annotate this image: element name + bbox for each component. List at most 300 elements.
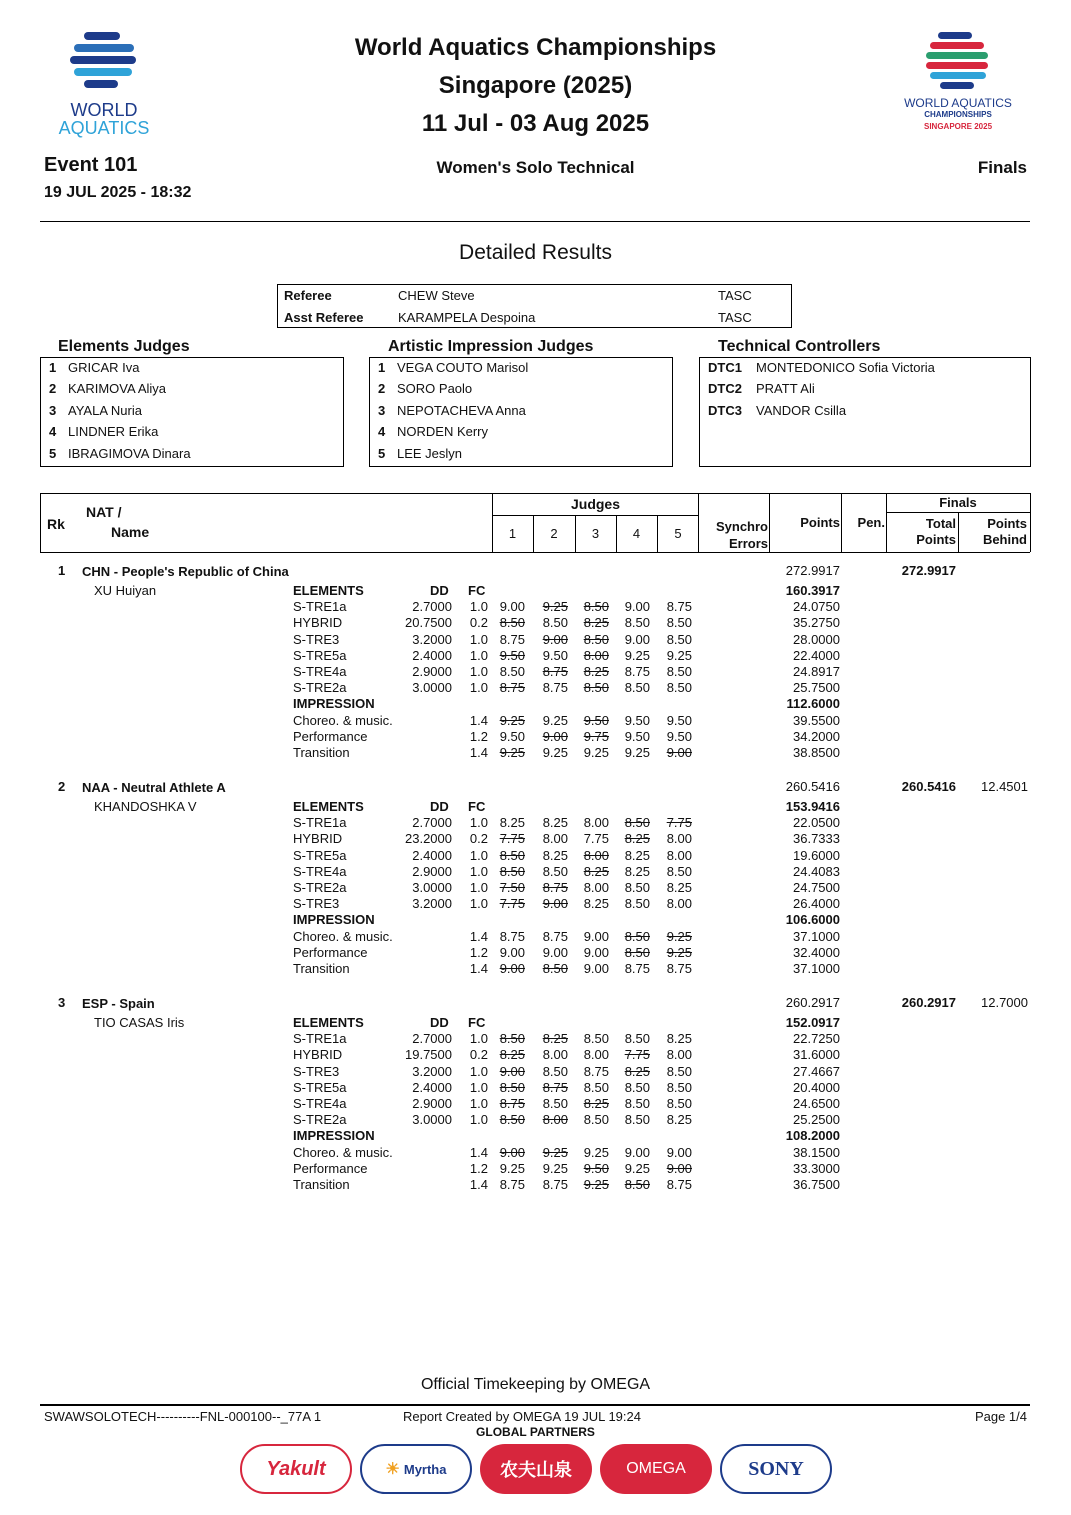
col-total: Total bbox=[925, 516, 956, 531]
impression-name: Transition bbox=[293, 745, 350, 760]
col-rank: Rk bbox=[47, 516, 65, 532]
judge-score: 7.75 bbox=[583, 831, 609, 847]
judge-score: 8.50 bbox=[542, 961, 568, 976]
element-points: 24.0750 bbox=[793, 599, 840, 615]
judge-score: 8.00 bbox=[542, 1047, 568, 1063]
sponsor-myrtha-logo bbox=[360, 1444, 472, 1494]
impression-points: 34.2000 bbox=[793, 728, 840, 744]
result-rank: 3 bbox=[58, 995, 66, 1010]
element-name: HYBRID bbox=[293, 831, 343, 847]
elements-judges-box bbox=[40, 357, 344, 467]
element-fc: 0.2 bbox=[469, 615, 488, 631]
element-points: 25.7500 bbox=[793, 680, 840, 696]
judge-score: 9.25 bbox=[583, 1177, 609, 1192]
element-dd: 2.7000 bbox=[412, 599, 452, 615]
officials-box bbox=[277, 284, 792, 328]
judge-score: 9.50 bbox=[499, 647, 525, 663]
element-dd: 2.7000 bbox=[412, 1031, 452, 1047]
judge-name: VEGA COUTO Marisol bbox=[397, 360, 529, 375]
sun-icon: ☀ bbox=[385, 1461, 400, 1478]
judge-score: 8.25 bbox=[583, 615, 609, 631]
judge-score: 9.00 bbox=[583, 961, 609, 976]
judge-score: 8.50 bbox=[583, 1079, 609, 1095]
impression-fc: 1.4 bbox=[469, 712, 488, 728]
element-fc: 1.0 bbox=[469, 815, 488, 831]
element-points: 24.7500 bbox=[793, 880, 840, 895]
judge-score: 8.75 bbox=[542, 680, 568, 696]
result-nation: NAA - Neutral Athlete A bbox=[82, 780, 226, 795]
element-name: S-TRE3 bbox=[293, 896, 340, 912]
judge-name: NEPOTACHEVA Anna bbox=[397, 403, 526, 418]
judge-score: 9.00 bbox=[542, 631, 568, 647]
judge-score: 9.00 bbox=[624, 631, 650, 647]
impression-fc: 1.2 bbox=[469, 944, 488, 960]
official-name: KARAMPELA Despoina bbox=[398, 310, 536, 325]
judge-score: 8.25 bbox=[542, 1031, 568, 1047]
judge-score: 8.00 bbox=[666, 847, 692, 863]
judge-score: 8.75 bbox=[542, 664, 568, 679]
impression-points: 39.5500 bbox=[793, 712, 840, 728]
element-dd: 3.2000 bbox=[412, 896, 452, 912]
judge-score: 8.50 bbox=[583, 680, 609, 696]
judge-score: 8.00 bbox=[666, 831, 692, 847]
impression-fc: 1.4 bbox=[469, 928, 488, 944]
controller-name: VANDOR Csilla bbox=[756, 403, 847, 418]
elements-label: ELEMENTS bbox=[293, 1015, 364, 1030]
judge-score: 9.50 bbox=[583, 1160, 609, 1176]
judge-score: 9.50 bbox=[666, 728, 692, 744]
col-judge-4: 4 bbox=[632, 526, 641, 541]
element-points: 27.4667 bbox=[793, 1063, 840, 1079]
result-behind: 12.4501 bbox=[981, 779, 1028, 794]
result-points: 260.5416 bbox=[785, 779, 840, 794]
judge-number: 4 bbox=[378, 424, 386, 439]
event-name: Women's Solo Technical bbox=[436, 158, 635, 177]
element-dd: 3.0000 bbox=[412, 680, 452, 696]
element-fc: 1.0 bbox=[469, 647, 488, 663]
champ-logo-text-2: CHAMPIONSHIPS bbox=[924, 110, 992, 119]
result-athlete: TIO CASAS Iris bbox=[94, 1015, 185, 1030]
impression-name: Choreo. & music. bbox=[293, 712, 393, 728]
judge-score: 8.00 bbox=[583, 647, 609, 663]
judge-name: IBRAGIMOVA Dinara bbox=[68, 446, 191, 461]
judge-score: 8.75 bbox=[666, 599, 692, 615]
element-fc: 1.0 bbox=[469, 1031, 488, 1047]
element-name: HYBRID bbox=[293, 1047, 343, 1063]
impression-name: Performance bbox=[293, 1160, 368, 1176]
fc-label: FC bbox=[468, 583, 486, 598]
champ-logo-text-1: WORLD AQUATICS bbox=[904, 96, 1012, 110]
timekeeping-note: Official Timekeeping by OMEGA bbox=[420, 1376, 651, 1393]
judge-score: 8.75 bbox=[542, 1079, 568, 1095]
element-dd: 23.2000 bbox=[405, 831, 452, 847]
judge-score: 9.00 bbox=[499, 1063, 525, 1079]
element-points: 22.4000 bbox=[793, 647, 840, 663]
dd-label: DD bbox=[430, 1015, 449, 1030]
judge-score: 8.50 bbox=[666, 1063, 692, 1079]
judge-score: 9.00 bbox=[624, 1144, 650, 1160]
official-role: Asst Referee bbox=[284, 310, 364, 325]
element-points: 26.4000 bbox=[793, 896, 840, 912]
element-name: S-TRE4a bbox=[293, 1096, 347, 1111]
impression-fc: 1.4 bbox=[469, 961, 488, 976]
element-name: S-TRE4a bbox=[293, 664, 347, 679]
report-created: Report Created by OMEGA 19 JUL 19:24 bbox=[403, 1409, 641, 1424]
element-dd: 2.4000 bbox=[412, 847, 452, 863]
judge-score: 8.50 bbox=[624, 615, 650, 631]
judge-score: 9.25 bbox=[624, 647, 650, 663]
impression-total: 108.2000 bbox=[785, 1128, 840, 1144]
impression-name: Choreo. & music. bbox=[293, 928, 393, 944]
element-name: S-TRE1a bbox=[293, 1031, 347, 1047]
judge-score: 9.25 bbox=[624, 1160, 650, 1176]
judge-number: 4 bbox=[49, 424, 57, 439]
judge-number: 5 bbox=[378, 446, 386, 461]
element-points: 28.0000 bbox=[793, 631, 840, 647]
element-fc: 1.0 bbox=[469, 1096, 488, 1111]
element-fc: 1.0 bbox=[469, 880, 488, 895]
judge-score: 8.50 bbox=[542, 1063, 568, 1079]
col-synchro: Synchro bbox=[715, 519, 768, 534]
element-points: 24.6500 bbox=[793, 1096, 840, 1111]
judge-name: AYALA Nuria bbox=[68, 403, 142, 418]
judge-number: 3 bbox=[378, 403, 386, 418]
judge-score: 9.25 bbox=[666, 647, 692, 663]
judge-score: 9.25 bbox=[499, 1160, 525, 1176]
judge-score: 7.50 bbox=[499, 880, 525, 895]
impression-points: 33.3000 bbox=[793, 1160, 840, 1176]
title-line-1: World Aquatics Championships bbox=[354, 34, 717, 61]
judge-score: 8.75 bbox=[542, 880, 568, 895]
judge-score: 9.25 bbox=[542, 1144, 568, 1160]
event-datetime: 19 JUL 2025 - 18:32 bbox=[44, 184, 192, 201]
impression-points: 37.1000 bbox=[793, 961, 840, 976]
judge-score: 7.75 bbox=[499, 831, 525, 847]
judge-score: 8.25 bbox=[583, 664, 609, 679]
judge-score: 7.75 bbox=[624, 1047, 650, 1063]
judge-score: 9.50 bbox=[666, 712, 692, 728]
impression-points: 37.1000 bbox=[793, 928, 840, 944]
judge-number: 5 bbox=[49, 446, 57, 461]
judge-name: SORO Paolo bbox=[397, 381, 473, 396]
judge-score: 8.50 bbox=[624, 896, 650, 912]
controller-name: PRATT Ali bbox=[756, 381, 815, 396]
dd-label: DD bbox=[430, 583, 449, 598]
col-total-points: Points bbox=[916, 532, 956, 547]
result-points: 272.9917 bbox=[785, 563, 840, 578]
judge-score: 9.00 bbox=[666, 1144, 692, 1160]
judge-score: 8.50 bbox=[624, 880, 650, 895]
col-errors: Errors bbox=[728, 536, 768, 551]
element-fc: 1.0 bbox=[469, 680, 488, 696]
section-title: Detailed Results bbox=[459, 241, 612, 264]
official-nat: TASC bbox=[718, 310, 752, 325]
judge-score: 9.00 bbox=[542, 728, 568, 744]
judge-score: 8.50 bbox=[583, 1112, 609, 1128]
judge-score: 8.75 bbox=[542, 928, 568, 944]
element-dd: 3.2000 bbox=[412, 631, 452, 647]
judge-score: 8.50 bbox=[624, 944, 650, 960]
result-total: 260.5416 bbox=[901, 779, 956, 794]
element-name: S-TRE1a bbox=[293, 815, 347, 831]
element-dd: 20.7500 bbox=[405, 615, 452, 631]
judge-name: LEE Jeslyn bbox=[397, 446, 463, 461]
judge-score: 8.50 bbox=[542, 1096, 568, 1111]
judge-score: 8.50 bbox=[666, 664, 692, 679]
element-dd: 19.7500 bbox=[405, 1047, 452, 1063]
judge-score: 8.25 bbox=[583, 896, 609, 912]
judge-score: 9.00 bbox=[666, 745, 692, 760]
fc-label: FC bbox=[468, 1015, 486, 1030]
footer-divider bbox=[40, 1404, 1030, 1406]
impression-label: IMPRESSION bbox=[293, 912, 375, 928]
elements-total: 152.0917 bbox=[785, 1015, 840, 1030]
judge-score: 8.00 bbox=[666, 1047, 692, 1063]
judge-score: 8.50 bbox=[499, 863, 525, 879]
judge-score: 9.25 bbox=[499, 745, 525, 760]
judge-score: 8.50 bbox=[583, 599, 609, 615]
impression-points: 38.8500 bbox=[793, 745, 840, 760]
judge-score: 8.50 bbox=[499, 664, 525, 679]
judge-score: 8.25 bbox=[583, 863, 609, 879]
result-points: 260.2917 bbox=[785, 995, 840, 1010]
result-total: 272.9917 bbox=[901, 563, 956, 578]
judge-score: 8.50 bbox=[624, 1031, 650, 1047]
result-nation: CHN - People's Republic of China bbox=[82, 564, 289, 579]
impression-points: 32.4000 bbox=[793, 944, 840, 960]
judge-score: 8.50 bbox=[666, 680, 692, 696]
result-total: 260.2917 bbox=[901, 995, 956, 1010]
sponsor-yakult-logo: Yakult bbox=[240, 1444, 352, 1494]
impression-name: Performance bbox=[293, 944, 368, 960]
impression-fc: 1.2 bbox=[469, 1160, 488, 1176]
element-dd: 3.2000 bbox=[412, 1063, 452, 1079]
element-fc: 1.0 bbox=[469, 847, 488, 863]
element-name: S-TRE3 bbox=[293, 631, 340, 647]
logo-text-world: WORLD bbox=[70, 100, 138, 120]
judge-score: 8.25 bbox=[666, 1112, 692, 1128]
title-line-2: Singapore (2025) bbox=[438, 72, 633, 99]
fc-label: FC bbox=[468, 799, 486, 814]
logo-text-aquatics: AQUATICS bbox=[58, 118, 150, 138]
judge-score: 8.00 bbox=[583, 815, 609, 831]
header-divider bbox=[40, 221, 1030, 222]
judge-score: 8.50 bbox=[666, 863, 692, 879]
judge-score: 8.00 bbox=[542, 1112, 568, 1128]
judge-score: 9.25 bbox=[666, 944, 692, 960]
judge-score: 9.25 bbox=[542, 599, 568, 615]
sponsor-myrtha-text: Myrtha bbox=[403, 1461, 447, 1477]
judge-name: KARIMOVA Aliya bbox=[68, 381, 167, 396]
element-points: 22.7250 bbox=[793, 1031, 840, 1047]
element-points: 20.4000 bbox=[793, 1079, 840, 1095]
element-points: 24.4083 bbox=[793, 863, 840, 879]
judge-score: 8.00 bbox=[583, 847, 609, 863]
col-points: Points bbox=[800, 515, 840, 530]
element-points: 25.2500 bbox=[793, 1112, 840, 1128]
elements-label: ELEMENTS bbox=[293, 799, 364, 814]
element-fc: 1.0 bbox=[469, 863, 488, 879]
element-fc: 1.0 bbox=[469, 1079, 488, 1095]
col-judge-3: 3 bbox=[591, 526, 600, 541]
judge-score: 8.50 bbox=[624, 1112, 650, 1128]
judge-score: 8.00 bbox=[542, 831, 568, 847]
sponsor-nongfu-logo: 农夫山泉 bbox=[480, 1444, 592, 1494]
element-dd: 2.9000 bbox=[412, 863, 452, 879]
elements-label: ELEMENTS bbox=[293, 583, 364, 598]
judge-number: 3 bbox=[49, 403, 57, 418]
controller-code: DTC3 bbox=[708, 403, 742, 418]
element-fc: 0.2 bbox=[469, 831, 488, 847]
judge-score: 9.00 bbox=[666, 1160, 692, 1176]
artistic-judges-box bbox=[369, 357, 673, 467]
judge-score: 9.00 bbox=[542, 896, 568, 912]
element-points: 24.8917 bbox=[793, 664, 840, 679]
judge-score: 9.50 bbox=[624, 712, 650, 728]
judge-score: 9.00 bbox=[499, 599, 525, 615]
element-name: HYBRID bbox=[293, 615, 343, 631]
impression-fc: 1.4 bbox=[469, 1144, 488, 1160]
event-phase: Finals bbox=[977, 158, 1027, 177]
judge-score: 8.50 bbox=[542, 615, 568, 631]
judge-score: 8.00 bbox=[583, 1047, 609, 1063]
partners-title: GLOBAL PARTNERS bbox=[476, 1425, 595, 1439]
judge-score: 8.25 bbox=[542, 847, 568, 863]
elements-judges-title: Elements Judges bbox=[58, 338, 190, 355]
judge-score: 8.50 bbox=[624, 1079, 650, 1095]
result-rank: 2 bbox=[58, 779, 66, 794]
judge-score: 8.50 bbox=[624, 1096, 650, 1111]
judge-score: 9.50 bbox=[624, 728, 650, 744]
col-judges: Judges bbox=[570, 496, 620, 512]
impression-name: Performance bbox=[293, 728, 368, 744]
element-points: 19.6000 bbox=[793, 847, 840, 863]
judge-score: 8.25 bbox=[583, 1096, 609, 1111]
dd-label: DD bbox=[430, 799, 449, 814]
impression-total: 106.6000 bbox=[785, 912, 840, 928]
judge-score: 9.50 bbox=[583, 712, 609, 728]
judge-score: 8.25 bbox=[624, 863, 650, 879]
element-points: 22.0500 bbox=[793, 815, 840, 831]
element-fc: 1.0 bbox=[469, 896, 488, 912]
judge-score: 9.75 bbox=[583, 728, 609, 744]
col-behind-2: Behind bbox=[982, 532, 1027, 547]
element-name: S-TRE2a bbox=[293, 680, 347, 696]
judge-score: 8.75 bbox=[499, 1177, 525, 1192]
judge-score: 8.75 bbox=[542, 1177, 568, 1192]
judge-score: 8.50 bbox=[666, 1096, 692, 1111]
result-athlete: KHANDOSHKA V bbox=[94, 799, 197, 814]
judge-number: 1 bbox=[49, 360, 57, 375]
judge-score: 9.25 bbox=[499, 712, 525, 728]
impression-label: IMPRESSION bbox=[293, 1128, 375, 1144]
official-role: Referee bbox=[284, 288, 332, 303]
element-fc: 1.0 bbox=[469, 1063, 488, 1079]
judge-score: 9.00 bbox=[542, 944, 568, 960]
page-number: Page 1/4 bbox=[974, 1409, 1027, 1424]
impression-fc: 1.4 bbox=[469, 745, 488, 760]
elements-total: 153.9416 bbox=[785, 799, 840, 814]
judge-score: 8.50 bbox=[542, 863, 568, 879]
judge-number: 1 bbox=[378, 360, 386, 375]
result-athlete: XU Huiyan bbox=[94, 583, 157, 598]
element-name: S-TRE4a bbox=[293, 863, 347, 879]
judge-score: 8.75 bbox=[499, 1096, 525, 1111]
impression-fc: 1.4 bbox=[469, 1177, 488, 1192]
judge-name: NORDEN Kerry bbox=[397, 424, 489, 439]
element-points: 31.6000 bbox=[793, 1047, 840, 1063]
impression-label: IMPRESSION bbox=[293, 696, 375, 712]
result-behind: 12.7000 bbox=[981, 995, 1028, 1010]
impression-points: 36.7500 bbox=[793, 1177, 840, 1192]
judge-score: 8.25 bbox=[499, 815, 525, 831]
judge-score: 8.75 bbox=[499, 680, 525, 696]
judge-score: 8.50 bbox=[499, 1031, 525, 1047]
element-points: 35.2750 bbox=[793, 615, 840, 631]
controller-name: MONTEDONICO Sofia Victoria bbox=[756, 360, 935, 375]
judge-score: 9.25 bbox=[542, 745, 568, 760]
judge-name: LINDNER Erika bbox=[68, 424, 159, 439]
title-line-3: 11 Jul - 03 Aug 2025 bbox=[421, 110, 650, 137]
judge-score: 7.75 bbox=[499, 896, 525, 912]
judge-score: 9.50 bbox=[499, 728, 525, 744]
element-name: S-TRE5a bbox=[293, 647, 347, 663]
judge-score: 8.25 bbox=[624, 847, 650, 863]
impression-points: 38.1500 bbox=[793, 1144, 840, 1160]
judge-score: 8.50 bbox=[666, 615, 692, 631]
judge-score: 9.25 bbox=[666, 928, 692, 944]
judge-score: 8.50 bbox=[624, 928, 650, 944]
impression-total: 112.6000 bbox=[786, 696, 840, 712]
element-name: S-TRE5a bbox=[293, 1079, 347, 1095]
judge-score: 8.75 bbox=[499, 928, 525, 944]
judge-score: 8.50 bbox=[499, 1079, 525, 1095]
judge-score: 8.50 bbox=[499, 615, 525, 631]
judge-score: 8.50 bbox=[666, 631, 692, 647]
judge-score: 8.75 bbox=[583, 1063, 609, 1079]
element-name: S-TRE5a bbox=[293, 847, 347, 863]
judge-score: 8.75 bbox=[624, 961, 650, 976]
champ-logo-text-3: SINGAPORE 2025 bbox=[923, 122, 993, 131]
sponsor-sony-logo: SONY bbox=[720, 1444, 832, 1494]
element-fc: 1.0 bbox=[469, 664, 488, 679]
judge-score: 8.50 bbox=[583, 1031, 609, 1047]
col-judge-1: 1 bbox=[508, 526, 517, 541]
element-dd: 3.0000 bbox=[412, 880, 452, 895]
col-judge-5: 5 bbox=[674, 526, 682, 541]
col-behind: Points bbox=[987, 516, 1027, 531]
judge-score: 8.75 bbox=[624, 664, 650, 679]
judge-score: 9.00 bbox=[499, 1144, 525, 1160]
element-fc: 1.0 bbox=[469, 1112, 488, 1128]
impression-name: Choreo. & music. bbox=[293, 1144, 393, 1160]
element-name: S-TRE1a bbox=[293, 599, 347, 615]
judge-score: 8.25 bbox=[666, 1031, 692, 1047]
judge-score: 8.00 bbox=[666, 896, 692, 912]
judge-score: 9.00 bbox=[499, 961, 525, 976]
judge-score: 8.50 bbox=[666, 1079, 692, 1095]
technical-controllers-title: Technical Controllers bbox=[718, 338, 881, 355]
element-fc: 0.2 bbox=[469, 1047, 488, 1063]
judge-score: 8.25 bbox=[624, 831, 650, 847]
elements-total: 160.3917 bbox=[785, 583, 840, 598]
judge-score: 8.25 bbox=[499, 1047, 525, 1063]
col-name: Name bbox=[111, 524, 150, 540]
element-dd: 3.0000 bbox=[412, 1112, 452, 1128]
judge-score: 9.25 bbox=[542, 712, 568, 728]
judge-score: 8.75 bbox=[666, 961, 692, 976]
judge-score: 8.75 bbox=[499, 631, 525, 647]
